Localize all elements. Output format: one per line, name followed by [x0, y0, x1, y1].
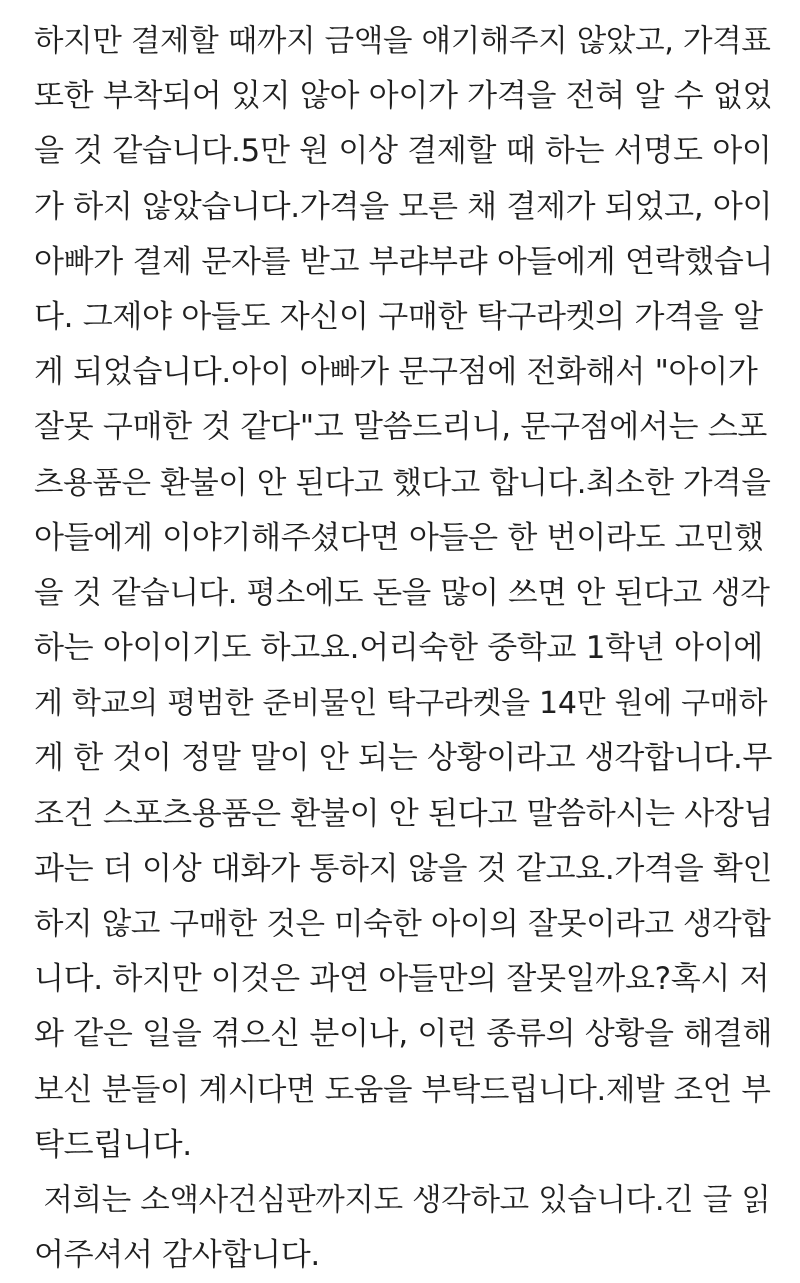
text-line: 하지 않고 구매한 것은 미숙한 아이의 잘못이라고 생각합	[34, 907, 771, 942]
text-line: 가 하지 않았습니다.가격을 모른 채 결제가 되었고, 아이	[34, 188, 773, 225]
text-line: 저희는 소액사건심판까지도 생각하고 있습니다.긴 글 읽	[34, 1182, 771, 1218]
text-line: 조건 스포츠용품은 환불이 안 된다고 말씀하시는 사장님	[34, 795, 774, 832]
text-line: 을 것 같습니다. 평소에도 돈을 많이 쓰면 안 된다고 생각	[34, 575, 770, 611]
text-line: 게 학교의 평범한 준비물인 탁구라켓을 14만 원에 구매하	[34, 686, 768, 722]
text-line: 을 것 같습니다.5만 원 이상 결제할 때 하는 서명도 아이	[34, 133, 772, 170]
text-line: 또한 부착되어 있지 않아 아이가 가격을 전혀 알 수 없었	[34, 78, 773, 115]
text-line: 탁드립니다.	[34, 1126, 192, 1163]
body-text	[34, 14, 774, 1283]
text-line: 다. 그제야 아들도 자신이 구매한 탁구라켓의 가격을 알	[34, 298, 763, 335]
text-line: 아빠가 결제 문자를 받고 부랴부랴 아들에게 연락했습니	[34, 243, 774, 280]
text-line: 보신 분들이 계시다면 도움을 부탁드립니다.제발 조언 부	[34, 1072, 771, 1108]
text-line: 니다. 하지만 이것은 과연 아들만의 잘못일까요?혹시 저	[34, 961, 770, 998]
text-line: 츠용품은 환불이 안 된다고 했다고 합니다.최소한 가격을	[34, 465, 771, 501]
text-line: 아들에게 이야기해주셨다면 아들은 한 번이라도 고민했	[34, 519, 764, 556]
text-line: 과는 더 이상 대화가 통하지 않을 것 같고요.가격을 확인	[34, 850, 773, 887]
text-line: 게 한 것이 정말 말이 안 되는 상황이라고 생각합니다.무	[34, 740, 773, 777]
text-line: 하지만 결제할 때까지 금액을 얘기해주지 않았고, 가격표	[34, 24, 771, 59]
text-line: 하는 아이이기도 하고요.어리숙한 중학교 1학년 아이에	[34, 630, 763, 667]
text-line: 게 되었습니다.아이 아빠가 문구점에 전화해서 "아이가	[34, 354, 758, 391]
text-line: 어주셔서 감사합니다.	[34, 1237, 320, 1274]
text-line: 와 같은 일을 겪으신 분이나, 이런 종류의 상황을 해결해	[34, 1016, 773, 1053]
text-line: 잘못 구매한 것 같다"고 말씀드리니, 문구점에서는 스포	[34, 409, 768, 446]
